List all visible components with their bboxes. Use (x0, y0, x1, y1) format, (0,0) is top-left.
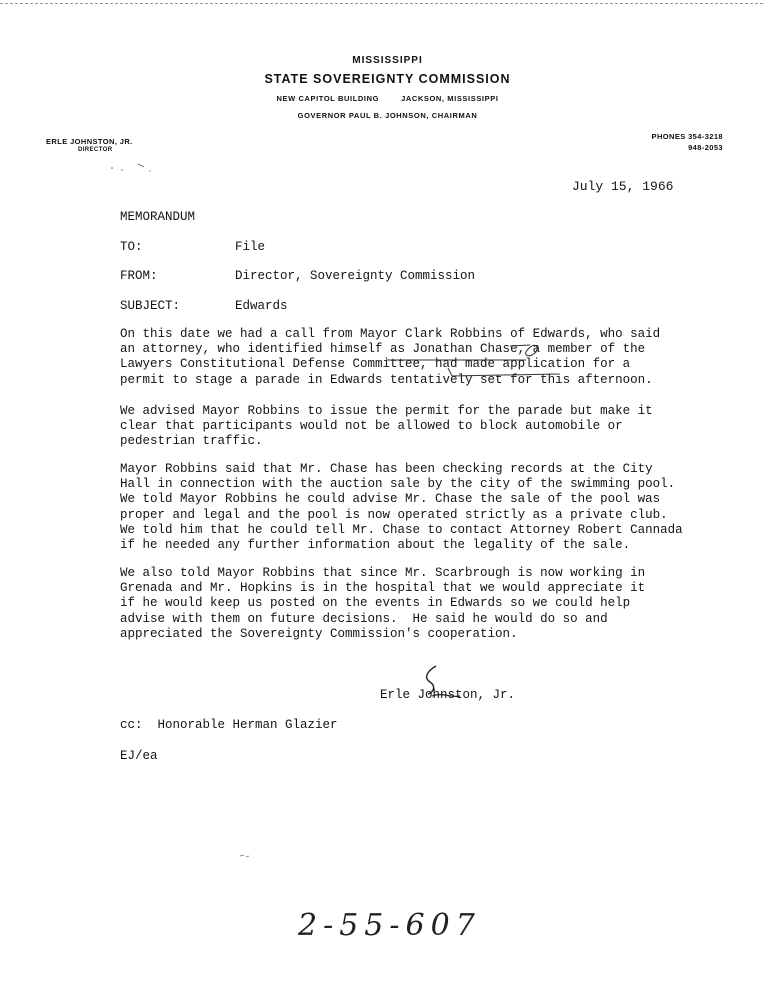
letterhead-building: NEW CAPITOL BUILDING (276, 94, 380, 103)
body-paragraph-2 (120, 404, 700, 450)
body-line: Grenada and Mr. Hopkins is in the hospital that we would appreciate it (120, 581, 646, 596)
scan-specks (108, 160, 158, 174)
from-value: Director, Sovereignty Commission (235, 269, 476, 283)
document-number: 2-55-607 (298, 908, 481, 943)
letterhead-state: MISSISSIPPI (352, 55, 423, 66)
memo-date: July 15, 1966 (572, 179, 674, 194)
body-line: proper and legal and the pool is now operated strictly as a private club. (120, 507, 668, 522)
letterhead-agency: STATE SOVEREIGNTY COMMISSION (264, 72, 511, 86)
letterhead-governor: GOVERNOR PAUL B. JOHNSON, CHAIRMAN (297, 111, 478, 120)
body-line: On this date we had a call from Mayor Clark Robbins of Edwards, who said (120, 327, 661, 341)
memo-heading: MEMORANDUM (120, 210, 196, 224)
signature-line: Erle Johnston, Jr. (380, 688, 516, 702)
scan-speck (238, 852, 252, 860)
subject-label: SUBJECT: (120, 299, 181, 313)
body-line: We advised Mayor Robbins to issue the permit for the parade but make it (120, 404, 653, 418)
body-paragraph-3 (120, 462, 700, 553)
body-line: Lawyers Constitutional Defense Committee, had made application for a (120, 357, 631, 372)
body-line: appreciated the Sovereignty Commission's cooperation. (120, 626, 518, 641)
body-line: clear that participants would not be allowed to block automobile or (120, 419, 623, 434)
body-line: advise with them on future decisions. He said he would do so and (120, 611, 608, 626)
handwritten-underline-marks (380, 330, 560, 380)
body-paragraph-4 (120, 566, 700, 642)
subject-value: Edwards (235, 299, 288, 313)
page-top-edge (0, 3, 763, 4)
body-line: an attorney, who identified himself as Jonathan Chase, a member of the (120, 342, 646, 357)
body-line: permit to stage a parade in Edwards tentatively set for this afternoon. (120, 372, 653, 387)
letterhead-city: JACKSON, MISSISSIPPI (401, 94, 499, 103)
from-label: FROM: (120, 269, 158, 283)
to-value: File (235, 240, 266, 254)
letterhead-phone-1: PHONES 354-3218 (651, 132, 723, 141)
letterhead-director-name: ERLE JOHNSTON, JR. (46, 137, 133, 146)
letterhead-address (0, 94, 763, 103)
cc-line: cc: Honorable Herman Glazier (120, 718, 338, 732)
body-line: pedestrian traffic. (120, 434, 263, 449)
body-line: if he needed any further information about the legality of the sale. (120, 538, 631, 553)
typist-initials: EJ/ea (120, 749, 158, 763)
body-line: Hall in connection with the auction sale by the city of the swimming pool. (120, 477, 676, 492)
body-line: We also told Mayor Robbins that since Mr. Scarbrough is now working in (120, 566, 646, 580)
body-line: Mayor Robbins said that Mr. Chase has been checking records at the City (120, 462, 653, 476)
to-label: TO: (120, 240, 143, 254)
letterhead-director-title: DIRECTOR (78, 147, 113, 153)
body-line: if he would keep us posted on the events in Edwards so we could help (120, 596, 631, 611)
body-line: We told Mayor Robbins he could advise Mr. Chase the sale of the pool was (120, 492, 661, 507)
body-line: We told him that he could tell Mr. Chase to contact Attorney Robert Cannada (120, 522, 683, 537)
letterhead-phone-2: 948-2053 (688, 143, 723, 152)
